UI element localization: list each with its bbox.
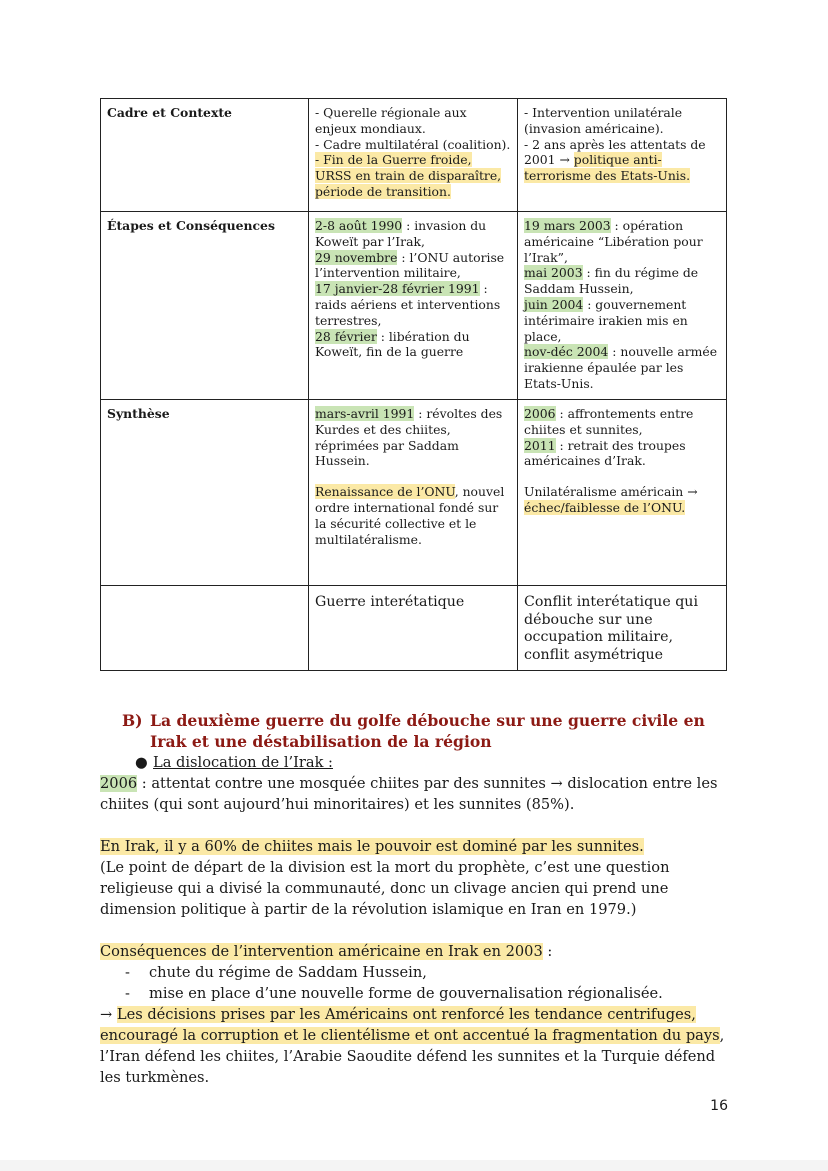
date-highlight: juin 2004 [524, 296, 584, 312]
date-highlight: nov-déc 2004 [524, 344, 609, 360]
cell [309, 586, 518, 671]
cell-text: : fin du régime de Saddam Hussein, [524, 265, 699, 297]
table-row [101, 586, 727, 671]
section-b [100, 710, 740, 1088]
date-highlight: mai 2003 [524, 265, 583, 281]
cell-line [524, 218, 720, 265]
paragraph-text: : [542, 943, 553, 960]
cell-text: : raids aériens et interventions terrestres, [315, 281, 501, 328]
highlight-text: politique anti-terrorisme des Etats-Unis. [524, 152, 691, 184]
cell-text: : révoltes des Kurdes et des chiites, réprimées par Saddam Hussein. [315, 406, 503, 469]
date-highlight: 29 novembre [315, 249, 398, 265]
date-highlight: 2011 [524, 437, 556, 453]
row-header [101, 586, 309, 671]
cell-text: : retrait des troupes américaines d’Irak. [524, 437, 686, 469]
cell-text: : opération américaine “Libération pour l’Irak”, [524, 218, 703, 265]
cell [518, 586, 727, 671]
bullet-text: La dislocation de l’Irak : [153, 754, 333, 771]
consequence-list [100, 962, 740, 1004]
table-row [101, 400, 727, 586]
date-highlight: 28 février [315, 328, 377, 344]
cell-text: : invasion du Koweït par l’Irak, [315, 218, 487, 249]
row-header: Étapes et Conséquences [101, 212, 309, 400]
date-highlight: 19 mars 2003 [524, 218, 611, 233]
date-highlight: 2006 [524, 406, 556, 421]
cell-text: - Intervention unilatérale (invasion américaine). [524, 105, 683, 136]
paragraph-text: : attentat contre une mosquée chiites par des sunnites → dislocation entre les chiites (qui sont aujourd’hui minoritaires) et les sunnites (85%). [100, 775, 718, 813]
paragraph [100, 941, 740, 962]
row-header: Cadre et Contexte [101, 99, 309, 212]
arrow-icon: → [100, 1006, 117, 1023]
cell-line [315, 594, 511, 612]
list-item [125, 962, 740, 983]
cell-text: Guerre interétatique [315, 594, 465, 610]
cell [309, 400, 518, 586]
cell-line [524, 105, 720, 137]
paragraph [100, 1004, 740, 1088]
cell-line [524, 265, 720, 297]
list-item-text: mise en place d’une nouvelle forme de gouvernalisation régionalisée. [149, 985, 663, 1002]
highlight-text: échec/faiblesse de l’ONU. [524, 499, 686, 515]
paragraph [100, 773, 740, 815]
date-highlight: mars-avril 1991 [315, 406, 415, 421]
section-title [122, 710, 740, 752]
cell-line [315, 218, 511, 250]
cell-line [315, 484, 511, 547]
section-letter: B) [122, 711, 143, 730]
cell-text: Conflit interétatique qui débouche sur une occupation militaire, conflit asymétrique [524, 594, 698, 663]
paragraph-text: , l’Iran défend les chiites, l’Arabie Saoudite défend les sunnites et la Turquie défend les turkmènes. [100, 1027, 725, 1086]
cell-line [524, 484, 720, 516]
cell-text: : gouvernement intérimaire irakien mis en place, [524, 296, 688, 344]
table-row [101, 99, 727, 212]
cell [518, 212, 727, 400]
table-row [101, 212, 727, 400]
cell-line [315, 105, 511, 137]
cell-gap [315, 469, 511, 484]
paragraph-text: (Le point de départ de la division est la mort du prophète, c’est une question religieuse qui a divisé la communauté, donc un clivage ancien qui prend une dimension politique à partir de la révolution islamique en Iran en 1979.) [100, 859, 670, 918]
cell-line [524, 344, 720, 391]
cell-text: Unilatéralisme américain → [524, 484, 698, 500]
bullet-dot-icon: ● [135, 754, 148, 771]
cell-text: : affrontements entre chiites et sunnites, [524, 406, 694, 437]
cell-line [315, 281, 511, 328]
cell-line [315, 152, 511, 199]
cell-text: - Cadre multilatéral (coalition). [315, 136, 511, 152]
cell-text: - Querelle régionale aux enjeux mondiaux. [315, 105, 467, 136]
row-header: Synthèse [101, 400, 309, 586]
cell [309, 212, 518, 400]
date-highlight: 17 janvier-28 février 1991 [315, 281, 480, 297]
cell-text: : nouvelle armée irakienne épaulée par les Etats-Unis. [524, 344, 718, 391]
cell-line [524, 406, 720, 438]
dash-icon: - [125, 985, 130, 1002]
cell-text: : libération du Koweït, fin de la guerre [315, 328, 470, 360]
section-title-text: La deuxième guerre du golfe débouche sur une guerre civile en Irak et une déstabilisation de la région [150, 711, 705, 751]
highlight-text: Conséquences de l’intervention américaine en Irak en 2003 [100, 943, 543, 960]
comparison-table [100, 98, 727, 671]
cell-line [315, 137, 511, 153]
cell-line [524, 438, 720, 470]
cell-line [315, 406, 511, 469]
date-highlight: 2-8 août 1990 [315, 218, 403, 233]
cell [518, 99, 727, 212]
list-item-text: chute du régime de Saddam Hussein, [149, 964, 427, 981]
cell-line [524, 594, 720, 664]
cell [309, 99, 518, 212]
cell-gap [524, 469, 720, 484]
date-highlight: 2006 [100, 775, 138, 792]
bullet-item [135, 752, 740, 773]
cell-text: - 2 ans après les attentats de 2001 → [524, 136, 706, 168]
highlight-text: Les décisions prises par les Américains ont renforcé les tendance centrifuges, encouragé la corruption et le clientélisme et ont accentué la fragmentation du pays [100, 1006, 720, 1044]
cell-line [315, 329, 511, 361]
highlight-text: - Fin de la Guerre froide, URSS en train de disparaître, période de transition. [315, 152, 502, 199]
highlight-text: Renaissance de l’ONU [315, 484, 455, 500]
cell-line [315, 250, 511, 282]
cell [518, 400, 727, 586]
cell-text: , nouvel ordre international fondé sur la sécurité collective et le multilatéralisme. [315, 484, 505, 547]
list-item [125, 983, 740, 1004]
highlight-text: En Irak, il y a 60% de chiites mais le pouvoir est dominé par les sunnites. [100, 838, 644, 855]
dash-icon: - [125, 964, 130, 981]
cell-text: : l’ONU autorise l’intervention militaire, [315, 249, 505, 281]
cell-line [524, 137, 720, 184]
page-number: 16 [710, 1098, 728, 1114]
page-bottom-edge [0, 1160, 828, 1171]
cell-line [524, 297, 720, 344]
paragraph [100, 836, 740, 920]
